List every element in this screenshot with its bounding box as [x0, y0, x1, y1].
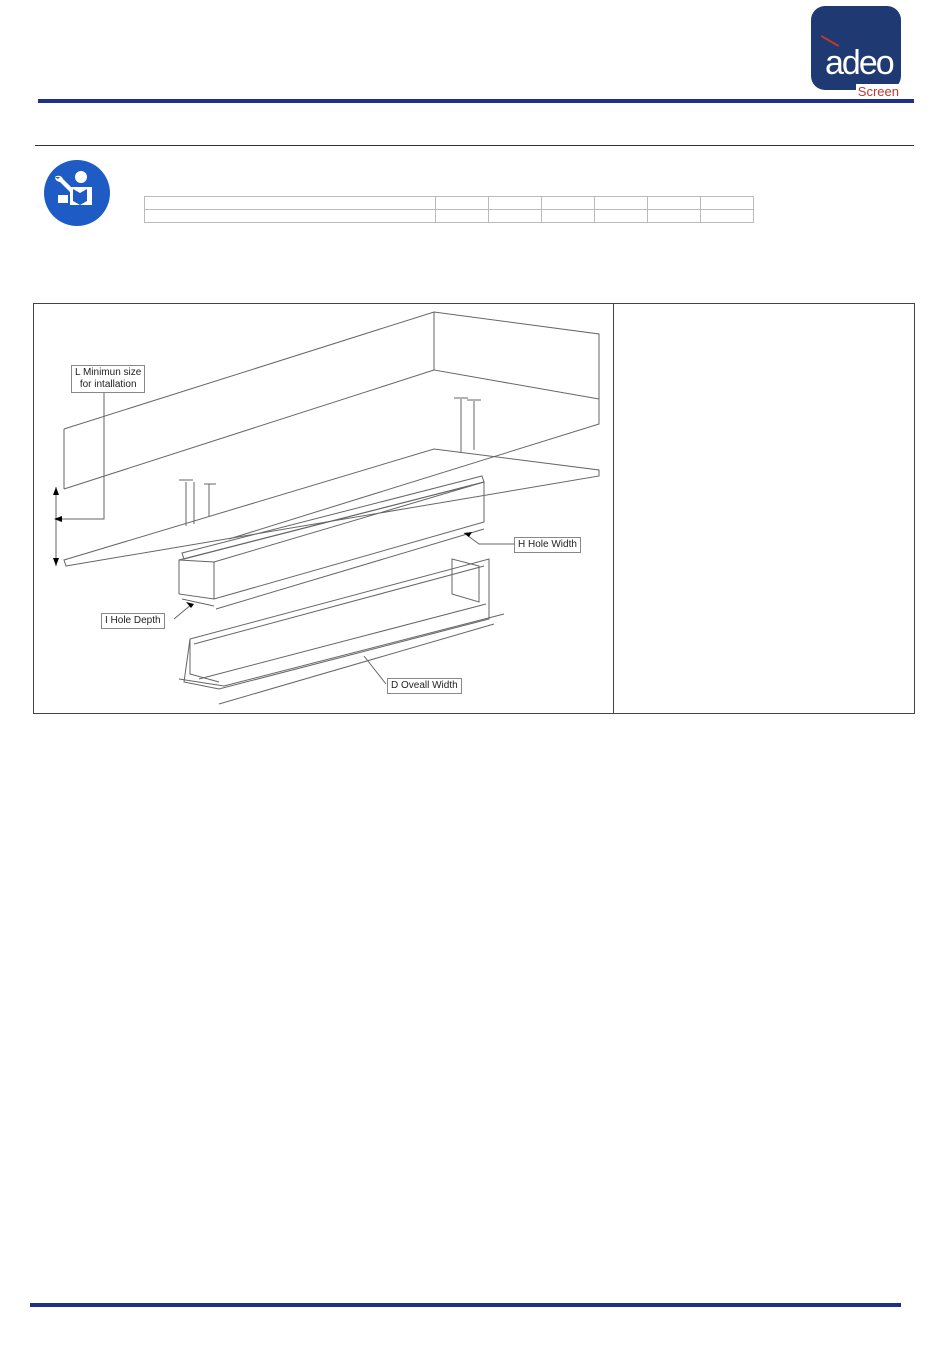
- header-rule: [38, 99, 914, 103]
- footer-rule: [30, 1303, 901, 1307]
- table-cell: [542, 210, 595, 223]
- panel-divider: [613, 304, 614, 713]
- table-cell: [648, 197, 701, 210]
- table-cell: [436, 197, 489, 210]
- logo-word: adeo: [825, 44, 893, 82]
- label-minimum-size-line1: L Minimun size: [75, 367, 142, 378]
- table-cell: [701, 197, 754, 210]
- table-row: [145, 210, 754, 223]
- label-overall-width: D Oveall Width: [387, 678, 462, 694]
- logo-sub: Screen: [857, 84, 899, 99]
- table-row: [145, 197, 754, 210]
- table-cell: [489, 197, 542, 210]
- label-minimum-size: [71, 365, 145, 393]
- table-cell: [701, 210, 754, 223]
- section-rule: [35, 145, 914, 146]
- table-cell: [489, 210, 542, 223]
- installation-manual-icon: [43, 159, 111, 227]
- table-cell: [648, 210, 701, 223]
- table-cell: [595, 210, 648, 223]
- table-cell: [542, 197, 595, 210]
- table-cell: [595, 197, 648, 210]
- label-hole-depth: I Hole Depth: [101, 613, 165, 629]
- label-hole-width: H Hole Width: [514, 537, 581, 553]
- adeo-screen-logo: [811, 6, 901, 100]
- table-cell: [145, 197, 436, 210]
- installation-diagram-panel: [33, 303, 915, 714]
- label-minimum-size-line2: for intallation: [79, 379, 137, 390]
- spec-table: [144, 196, 754, 223]
- table-cell: [145, 210, 436, 223]
- table-cell: [436, 210, 489, 223]
